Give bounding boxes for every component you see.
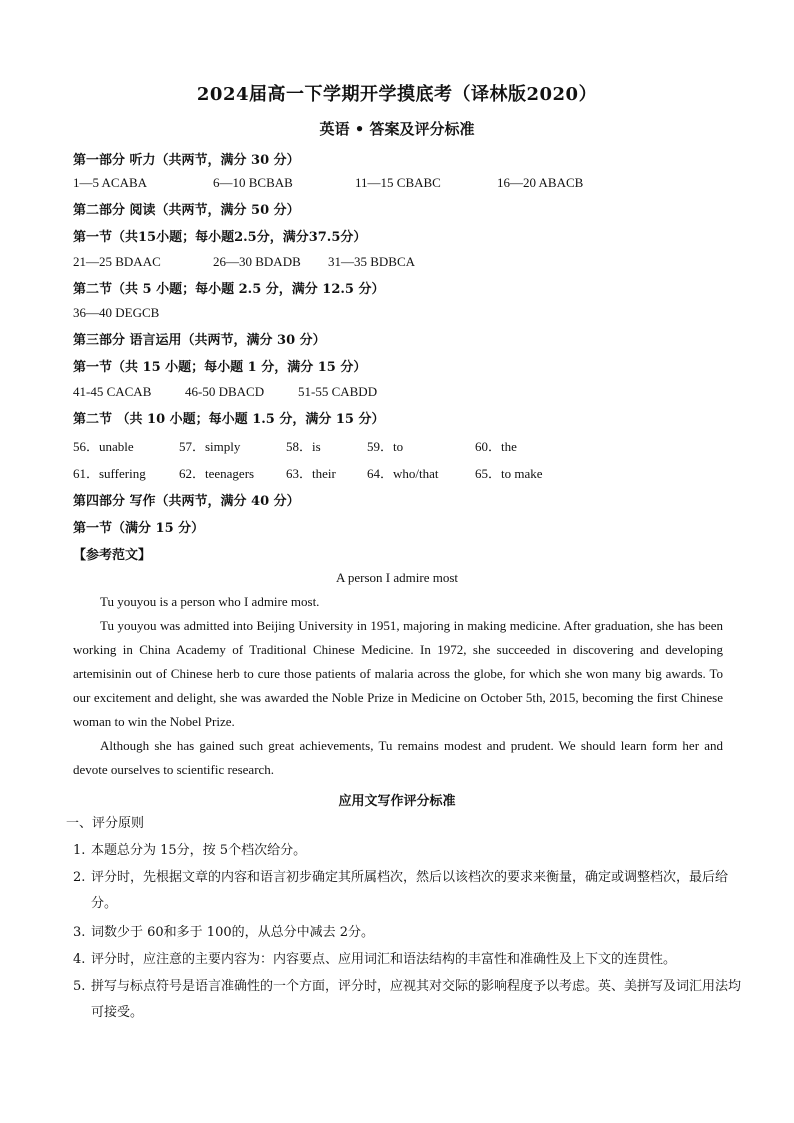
sample-essay-label: 【参考范文】 (73, 548, 152, 563)
answer-group: 21—25 BDAAC (73, 254, 161, 269)
answer-group: 51-55 CABDD (298, 384, 378, 399)
answer-item: 62．teenagers (179, 466, 255, 481)
criteria-principle-heading: 一、评分原则 (66, 816, 145, 831)
answer-group: 11—15 CBABC (355, 175, 441, 190)
criteria-heading: 应用文写作评分标准 (338, 794, 456, 809)
criteria-item-number: 5. (73, 979, 86, 994)
part1-heading: 第一部分 听力（共两节，满分 30 分） (73, 153, 300, 168)
answer-item: 60．the (475, 439, 517, 454)
answer-item: 58．is (286, 439, 321, 454)
answer-item: 63．their (286, 466, 336, 481)
essay-paragraph: Tu youyou was admitted into Beijing University in 1951, majoring in making medicine. After graduation, she has been working in China Academy of Traditional Chinese Medicine. In 1972, she succeeded in discovering and developing artemisinin out of Chinese herb to cure those patients of malaria across the globe, for which she won many big awards. To our excitement and delight, she was awarded the Noble Prize in Medicine on October 5th, 2015, becoming the first Chinese woman to win the Nobel Prize. (73, 618, 723, 729)
essay-paragraph: Although she has gained such great achievements, Tu remains modest and prudent. We should learn form her and devote ourselves to scientific research. (73, 738, 723, 777)
criteria-item-text: 本题总分为 15分，按 5个档次给分。 (91, 843, 307, 858)
answer-item: 65．to make (475, 466, 543, 481)
answer-item: 64．who/that (367, 466, 439, 481)
answer-group: 31—35 BDBCA (328, 254, 416, 269)
criteria-item-text: 评分时，先根据文章的内容和语言初步确定其所属档次，然后以该档次的要求来衡量，确定或调整档次，最后给分。 (91, 870, 729, 911)
part3-section2-heading: 第二节 （共 10 小题；每小题 1.5 分，满分 15 分） (73, 412, 385, 427)
answer-group: 1—5 ACABA (73, 175, 148, 190)
criteria-item (73, 974, 741, 1026)
part2-heading: 第二部分 阅读（共两节，满分 50 分） (73, 203, 300, 218)
answer-group: 36—40 DEGCB (73, 305, 160, 320)
part3-section1-heading: 第一节（共 15 小题；每小题 1 分，满分 15 分） (73, 360, 367, 375)
answer-group: 6—10 BCBAB (213, 175, 293, 190)
criteria-item (73, 865, 741, 917)
part2-section1-heading: 第一节（共15小题；每小题2.5分，满分37.5分） (73, 230, 367, 245)
answer-item: 61．suffering (73, 466, 146, 481)
criteria-item-text: 评分时，应注意的主要内容为：内容要点、应用词汇和语法结构的丰富性和准确性及上下文的连贯性。 (91, 952, 677, 967)
answer-group: 16—20 ABACB (497, 175, 584, 190)
criteria-item-number: 1. (73, 843, 86, 858)
essay-paragraph: Tu youyou is a person who I admire most. (100, 594, 320, 609)
page-subtitle: 英语 • 答案及评分标准 (319, 120, 475, 138)
criteria-item (73, 920, 723, 946)
criteria-item (73, 947, 723, 973)
criteria-item-number: 4. (73, 952, 86, 967)
answer-group: 46-50 DBACD (185, 384, 265, 399)
part3-heading: 第三部分 语言运用（共两节，满分 30 分） (73, 333, 326, 348)
criteria-item-number: 3. (73, 925, 86, 940)
part2-section2-heading: 第二节（共 5 小题；每小题 2.5 分，满分 12.5 分） (73, 282, 385, 297)
page-title: 2024届高一下学期开学摸底考（译林版2020） (196, 84, 598, 105)
answer-group: 26—30 BDADB (213, 254, 301, 269)
part4-section1-heading: 第一节（满分 15 分） (73, 521, 205, 536)
essay-title: A person I admire most (335, 570, 459, 585)
criteria-item-number: 2. (73, 870, 86, 885)
criteria-item (73, 838, 723, 864)
criteria-item-text: 词数少于 60和多于 100的，从总分中减去 2分。 (91, 925, 375, 940)
answer-item: 59．to (367, 439, 404, 454)
part4-heading: 第四部分 写作（共两节，满分 40 分） (73, 494, 300, 509)
answer-group: 41-45 CACAB (73, 384, 152, 399)
answer-item: 56．unable (73, 439, 134, 454)
criteria-item-text: 拼写与标点符号是语言准确性的一个方面，评分时，应视其对交际的影响程度予以考虑。英、美拼写及词汇用法均可接受。 (91, 979, 742, 1020)
answer-item: 57．simply (179, 439, 241, 454)
